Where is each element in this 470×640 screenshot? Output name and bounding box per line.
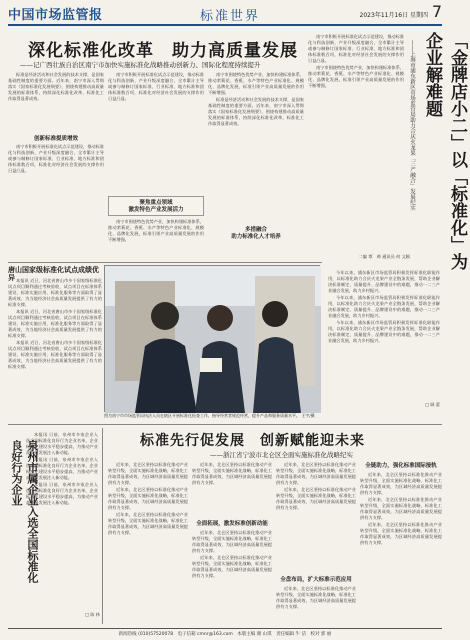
right-feature-paragraph: 今年以来，浦东新区市场监管局积极发挥标准化职能作用，以标准化助力合庆火龙果产业全链条发展，帮助企业解决标准制定、质量提升、品牌建设中的难题，推动一二三产业融合发展，助力乡村振兴。 xyxy=(328,320,440,343)
lead-body-col3 xyxy=(208,72,304,247)
lead-body-paragraph: 南宁市围绕特色优势产业，加快构建标准体系，推动茉莉花、香蕉、水产等特色产业标准化、规模化、品牌化发展，标准引领产业高质量发展的作用不断增强。 xyxy=(308,65,404,88)
lead-body-col4 xyxy=(308,34,404,254)
bottom-feature-paragraph: 近年来，北仑区坚持以标准化推动产业转型升级，全面实施标准化战略，标准化工作取得显著成效，为区域经济高质量发展提供有力支撑。 xyxy=(108,487,188,510)
bottom-feature-col3a xyxy=(276,462,356,574)
issue-date: 2023年11月16日 星期四 xyxy=(359,12,428,19)
bottom-feature-paragraph: 近年来，北仑区坚持以标准化推动产业转型升级，全面实施标准化战略，标准化工作取得显著成效，为区域经济高质量发展提供有力支撑。 xyxy=(192,530,272,553)
bottom-left-byline: □ 陈 林 xyxy=(85,612,100,617)
bottom-left-body xyxy=(26,432,98,622)
lead-body-col1b xyxy=(8,144,104,254)
lead-body-paragraph: 南宁市围绕特色优势产业，加快构建标准体系，推动茉莉花、香蕉、水产等特色产业标准化、规模化、品牌化发展，标准引领产业高质量发展的作用不断增强。 xyxy=(208,72,304,95)
bottom-feature-paragraph: 近年来，北仑区坚持以标准化推动产业转型升级，全面实施标准化战略，标准化工作取得显著成效，为区域经济高质量发展提供有力支撑。 xyxy=(192,555,272,578)
bottom-feature-col1 xyxy=(108,462,188,622)
bottom-feature-paragraph: 近年来，北仑区坚持以标准化推动产业转型升级，全面实施标准化战略，标准化工作取得显著成效，为区域经济高质量发展提供有力支撑。 xyxy=(276,462,356,485)
lead-body-col2b xyxy=(108,219,204,259)
divider xyxy=(102,428,103,624)
bottom-subhead-1: 全面拓展，激发标准创新动能 xyxy=(196,521,268,527)
lead-body-paragraph: 南宁市积极开展标准化试点示范建设，推动标准化与科技创新、产业升级深度融合，全市累计主导或参与制修订国家标准、行业标准、地方标准和团体标准数百项，标准化对经济社会发展的支撑作用日益凸显。 xyxy=(8,144,104,173)
right-feature-body xyxy=(328,270,440,400)
lead-body-paragraph: 南宁市围绕特色优势产业，加快构建标准体系，推动茉莉花、香蕉、水产等特色产业标准化、规模化、品牌化发展，标准引领产业高质量发展的作用不断增强。 xyxy=(108,219,204,242)
bottom-subhead-2: 全盘布局，扩大标准示范应用 xyxy=(280,577,352,583)
side-story-paragraph: 本报讯 近日，河北省唐山市多个国家级标准化试点项目顺利通过考核验收，试点项目在标准体系建设、标准实施应用、标准化服务等方面取得了显著成效，为当地经济社会高质量发展提供了有力的标准支撑。 xyxy=(8,309,102,338)
right-feature-byline: □ 顾 蕾 xyxy=(425,402,440,407)
lead-body-paragraph: 南宁市积极开展标准化试点示范建设，推动标准化与科技创新、产业升级深度融合，全市累计主导或参与制修订国家标准、行业标准、地方标准和团体标准数百项，标准化对经济社会发展的支撑作用日益凸显。 xyxy=(308,34,404,63)
bottom-feature-col2a xyxy=(192,462,272,518)
bottom-subhead-3: 全链助力，强化标准国际接轨 xyxy=(365,463,437,469)
bottom-feature-col4 xyxy=(360,472,442,622)
page-footer: 新闻热线 (010)57520078 电子信箱 cmnr@163.com 本版主编 谢 山琪 责任编辑 牛 洁 校对 郭 丽 xyxy=(8,628,442,637)
lead-highlight-box xyxy=(108,196,204,216)
bottom-feature-paragraph: 近年来，北仑区坚持以标准化推动产业转型升级，全面实施标准化战略，标准化工作取得显著成效，为区域经济高质量发展提供有力支撑。 xyxy=(360,472,442,495)
side-story-paragraph: 本报讯 近日，河北省唐山市多个国家级标准化试点项目顺利通过考核验收，试点项目在标准体系建设、标准实施应用、标准化服务等方面取得了显著成效，为当地经济社会高质量发展提供了有力的标准支撑。 xyxy=(8,340,102,369)
highlight-line-2: 激发特色产业发展活力 xyxy=(128,207,184,213)
bottom-feature-headline: 标准先行促发展 创新赋能迎未来 xyxy=(140,433,365,449)
highlight-line-1: 聚焦重点领域 xyxy=(139,200,173,206)
divider xyxy=(8,424,442,425)
right-feature-paragraph: 今年以来，浦东新区市场监管局积极发挥标准化职能作用，以标准化助力合庆火龙果产业全链条发展，帮助企业解决标准制定、质量提升、品牌建设中的难题，推动一二三产业融合发展，助力乡村振兴。 xyxy=(328,270,440,293)
news-photo xyxy=(104,265,320,412)
lead-headline: 深化标准化改革 助力高质量发展 xyxy=(28,41,298,61)
lead-body-paragraph: 标准是经济活动和社会发展的技术支撑，是国家基础性制度的重要方面。近年来，南宁市深入贯彻落实《国家标准化发展纲要》，围绕构建推动高质量发展的标准体系，持续深化标准化改革，标准化工作取得显著成效。 xyxy=(208,97,304,126)
paper-name: 中国市场监管报 xyxy=(8,8,103,23)
bottom-feature-paragraph: 近年来，北仑区坚持以标准化推动产业转型升级，全面实施标准化战略，标准化工作取得显著成效，为区域经济高质量发展提供有力支撑。 xyxy=(360,522,442,545)
side-story-headline: 唐山国家级标准化试点成绩优异 xyxy=(8,266,99,282)
bottom-feature-paragraph: 近年来，北仑区坚持以标准化推动产业转型升级，全面实施标准化战略，标准化工作取得显著成效，为区域经济高质量发展提供有力支撑。 xyxy=(276,586,356,609)
side-story-paragraph: 本报讯 近日，河北省唐山市多个国家级标准化试点项目顺利通过考核验收，试点项目在标准体系建设、标准实施应用、标准化服务等方面取得了显著成效，为当地经济社会高质量发展提供了有力的标准支撑。 xyxy=(8,278,102,307)
lead-subhead-2: 多措融合 xyxy=(244,227,267,233)
bottom-feature-col3b xyxy=(276,586,356,622)
right-feature-headline: 「金牌店小二」以「标准化」为企业解难题 xyxy=(422,32,467,270)
lead-subhead-1: 创新标准提质增效 xyxy=(33,136,78,142)
masthead xyxy=(8,4,442,26)
photo-caption xyxy=(104,413,320,419)
lead-body-paragraph: 标准是经济活动和社会发展的技术支撑，是国家基础性制度的重要方面。近年来，南宁市深入贯彻落实《国家标准化发展纲要》，围绕构建推动高质量发展的标准体系，持续深化标准化改革，标准化工作取得显著成效。 xyxy=(8,72,104,101)
lead-byline: 二编 覃 帅 通讯员 何 文颖 xyxy=(358,254,410,259)
caption-text: 图为南宁市市场监管局执法人员在辖区开展标准化检查工作，指导经营者规范经营，提升产品和服务质量水平。 xyxy=(104,413,300,418)
right-feature-paragraph: 今年以来，浦东新区市场监管局积极发挥标准化职能作用，以标准化助力合庆火龙果产业全链条发展，帮助企业解决标准制定、质量提升、品牌建设中的难题，推动一二三产业融合发展，助力乡村振兴。 xyxy=(328,295,440,318)
bottom-feature-paragraph: 近年来，北仑区坚持以标准化推动产业转型升级，全面实施标准化战略，标准化工作取得显著成效，为区域经济高质量发展提供有力支撑。 xyxy=(276,487,356,510)
photo-credit: 王宇/摄 xyxy=(301,413,315,418)
photo-illustration xyxy=(105,266,321,413)
divider xyxy=(8,262,322,263)
bottom-left-paragraph: 本报讯 日前，泉州市多家企业入选全国标准化良好行为企业名单，企业标准化建设水平稳步提高，为推动产业高质量发展注入新动能。 xyxy=(26,432,98,455)
bottom-left-paragraph: 本报讯 日前，泉州市多家企业入选全国标准化良好行为企业名单，企业标准化建设水平稳步提高，为推动产业高质量发展注入新动能。 xyxy=(26,457,98,480)
lead-subhead-3: 助力标准化人才培养 xyxy=(231,234,281,240)
right-feature-subheadline: ——上海市浦东新区市场监管局助力合庆火龙果「三产融合」发展纪实 xyxy=(409,40,415,211)
bottom-feature-paragraph: 近年来，北仑区坚持以标准化推动产业转型升级，全面实施标准化战略，标准化工作取得显著成效，为区域经济高质量发展提供有力支撑。 xyxy=(192,462,272,485)
bottom-left-paragraph: 本报讯 日前，泉州市多家企业入选全国标准化良好行为企业名单，企业标准化建设水平稳步提高，为推动产业高质量发展注入新动能。 xyxy=(26,482,98,505)
lead-body-paragraph: 南宁市积极开展标准化试点示范建设，推动标准化与科技创新、产业升级深度融合，全市累计主导或参与制修订国家标准、行业标准、地方标准和团体标准数百项，标准化对经济社会发展的支撑作用日益凸显。 xyxy=(108,72,204,101)
bottom-feature-subheadline: ——浙江省宁波市北仑区全面实施标准化战略纪实 xyxy=(210,451,353,459)
lead-subheadline: ——记广西壮族自治区南宁市加快实施标准化战略推动创新力、国际化程度持续提升 xyxy=(20,61,261,69)
lead-body-col1 xyxy=(8,72,104,134)
lead-body-col2 xyxy=(108,72,204,192)
section-title: 标准世界 xyxy=(200,9,261,24)
bottom-feature-paragraph: 近年来，北仑区坚持以标准化推动产业转型升级，全面实施标准化战略，标准化工作取得显著成效，为区域经济高质量发展提供有力支撑。 xyxy=(108,512,188,535)
bottom-feature-paragraph: 近年来，北仑区坚持以标准化推动产业转型升级，全面实施标准化战略，标准化工作取得显著成效，为区域经济高质量发展提供有力支撑。 xyxy=(108,462,188,485)
bottom-feature-col2b xyxy=(192,530,272,620)
bottom-feature-paragraph: 近年来，北仑区坚持以标准化推动产业转型升级，全面实施标准化战略，标准化工作取得显著成效，为区域经济高质量发展提供有力支撑。 xyxy=(360,497,442,520)
page-number: 7 xyxy=(431,2,442,21)
bottom-left-headline: 泉州市属企业入选全国标准化良好行为企业 xyxy=(10,440,39,583)
side-story-body xyxy=(8,278,102,418)
